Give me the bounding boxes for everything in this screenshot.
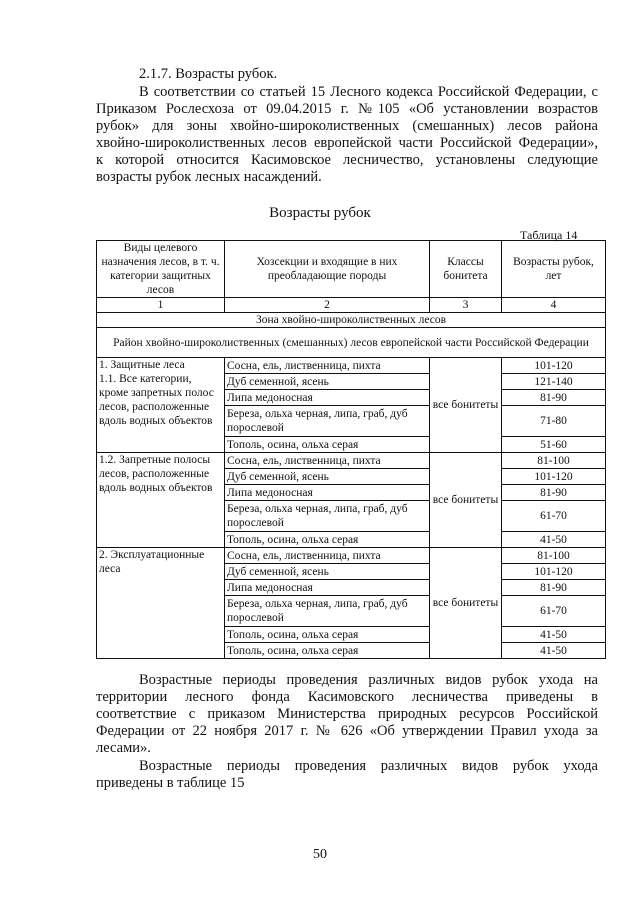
category-line: 1. Защитные леса — [99, 359, 185, 371]
age-cell: 121-140 — [502, 374, 606, 390]
age-cell: 71-80 — [502, 406, 606, 437]
paragraph-line: возрасты рубок лесных насаждений. — [96, 169, 322, 185]
section-heading: 2.1.7. Возрасты рубок. — [139, 66, 278, 82]
cutting-age-table — [96, 240, 606, 659]
age-cell: 41-50 — [502, 532, 606, 548]
paragraph-table-reference — [96, 758, 598, 792]
age-cell: 61-70 — [502, 501, 606, 532]
paragraph-line: к которой относится Касимовское лесничество, установлены следующие — [96, 152, 598, 168]
age-cell: 81-90 — [502, 580, 606, 596]
zone-row: Зона хвойно-широколиственных лесов — [97, 313, 606, 328]
age-cell: 81-90 — [502, 390, 606, 406]
age-cell: 101-120 — [502, 564, 606, 580]
species-cell: Береза, ольха черная, липа, граб, дуб порослевой — [225, 596, 430, 627]
species-cell: Сосна, ель, лиственница, пихта — [225, 453, 430, 469]
category-line: 1.1. Все категории, кроме запретных полос лесов, расположенные вдоль водных объектов — [99, 373, 214, 427]
table-row — [97, 358, 606, 374]
category-line: 1.2. Запретные полосы лесов, расположенные вдоль водных объектов — [99, 454, 213, 494]
bonitet-cell: все бонитеты — [430, 453, 502, 548]
header-cutting-age: Возрасты рубок, лет — [502, 241, 606, 298]
table-number: Таблица 14 — [520, 228, 578, 242]
column-number: 2 — [225, 298, 430, 313]
paragraph-line: В соответствии со статьей 15 Лесного кодекса Российской Федерации, с — [139, 84, 598, 100]
paragraph-thinning-periods — [96, 672, 598, 757]
category-line: 2. Эксплуатационные леса — [99, 549, 205, 575]
age-cell: 41-50 — [502, 627, 606, 643]
header-forest-purpose: Виды целевого назначения лесов, в т. ч. категории защитных лесов — [97, 241, 225, 298]
age-cell: 101-120 — [502, 358, 606, 374]
age-cell: 81-100 — [502, 453, 606, 469]
bonitet-cell: все бонитеты — [430, 548, 502, 659]
table-row — [97, 548, 606, 564]
species-cell: Липа медоносная — [225, 580, 430, 596]
species-cell: Сосна, ель, лиственница, пихта — [225, 548, 430, 564]
category-cell — [97, 453, 225, 548]
header-species: Хозсекции и входящие в них преобладающие породы — [225, 241, 430, 298]
paragraph-line: Возрастные периоды проведения различных видов рубок ухода — [139, 758, 598, 774]
age-cell: 51-60 — [502, 437, 606, 453]
column-number: 4 — [502, 298, 606, 313]
column-number-row — [97, 298, 606, 313]
species-cell: Тополь, осина, ольха серая — [225, 437, 430, 453]
region-row: Район хвойно-широколиственных (смешанных) лесов европейской части Российской Федерации — [97, 328, 606, 358]
paragraph-line: хвойно-широколиственных лесов европейской части Российской Федерации», — [96, 135, 598, 151]
table-title: Возрасты рубок — [269, 205, 371, 221]
age-cell: 81-90 — [502, 485, 606, 501]
bonitet-cell: все бонитеты — [430, 358, 502, 453]
paragraph-line: Приказом Рослесхоза от 09.04.2015 г. №105 «Об установлении возрастов — [96, 101, 598, 117]
species-cell: Тополь, осина, ольха серая — [225, 532, 430, 548]
age-cell: 81-100 — [502, 548, 606, 564]
paragraph-line: Возрастные периоды проведения различных видов рубок ухода на — [139, 672, 598, 688]
paragraph-line: приведены в таблице 15 — [96, 775, 245, 791]
species-cell: Тополь, осина, ольха серая — [225, 643, 430, 659]
paragraph-line: рубок» для зоны хвойно-широколиственных (смешанных) лесов района — [96, 118, 598, 134]
paragraph-line: лесами». — [96, 740, 151, 756]
category-cell — [97, 358, 225, 453]
table-header-row — [97, 241, 606, 298]
paragraph-line: соответствие с приказом Министерства природных ресурсов Российской — [96, 706, 598, 722]
species-cell: Береза, ольха черная, липа, граб, дуб порослевой — [225, 501, 430, 532]
species-cell: Липа медоносная — [225, 485, 430, 501]
table-row — [97, 453, 606, 469]
species-cell: Дуб семенной, ясень — [225, 374, 430, 390]
species-cell: Береза, ольха черная, липа, граб, дуб порослевой — [225, 406, 430, 437]
age-cell: 61-70 — [502, 596, 606, 627]
species-cell: Дуб семенной, ясень — [225, 564, 430, 580]
paragraph-line: Федерации от 22 ноября 2017 г. № 626 «Об утверждении Правил ухода за — [96, 723, 598, 739]
age-cell: 101-120 — [502, 469, 606, 485]
column-number: 3 — [430, 298, 502, 313]
species-cell: Липа медоносная — [225, 390, 430, 406]
header-bonitet: Классы бонитета — [430, 241, 502, 298]
column-number: 1 — [97, 298, 225, 313]
species-cell: Тополь, осина, ольха серая — [225, 627, 430, 643]
paragraph-line: территории лесного фонда Касимовского лесничества приведены в — [96, 689, 598, 705]
page-number: 50 — [313, 847, 327, 862]
species-cell: Сосна, ель, лиственница, пихта — [225, 358, 430, 374]
paragraph-age-regulation — [96, 84, 598, 186]
species-cell: Дуб семенной, ясень — [225, 469, 430, 485]
category-cell — [97, 548, 225, 659]
age-cell: 41-50 — [502, 643, 606, 659]
